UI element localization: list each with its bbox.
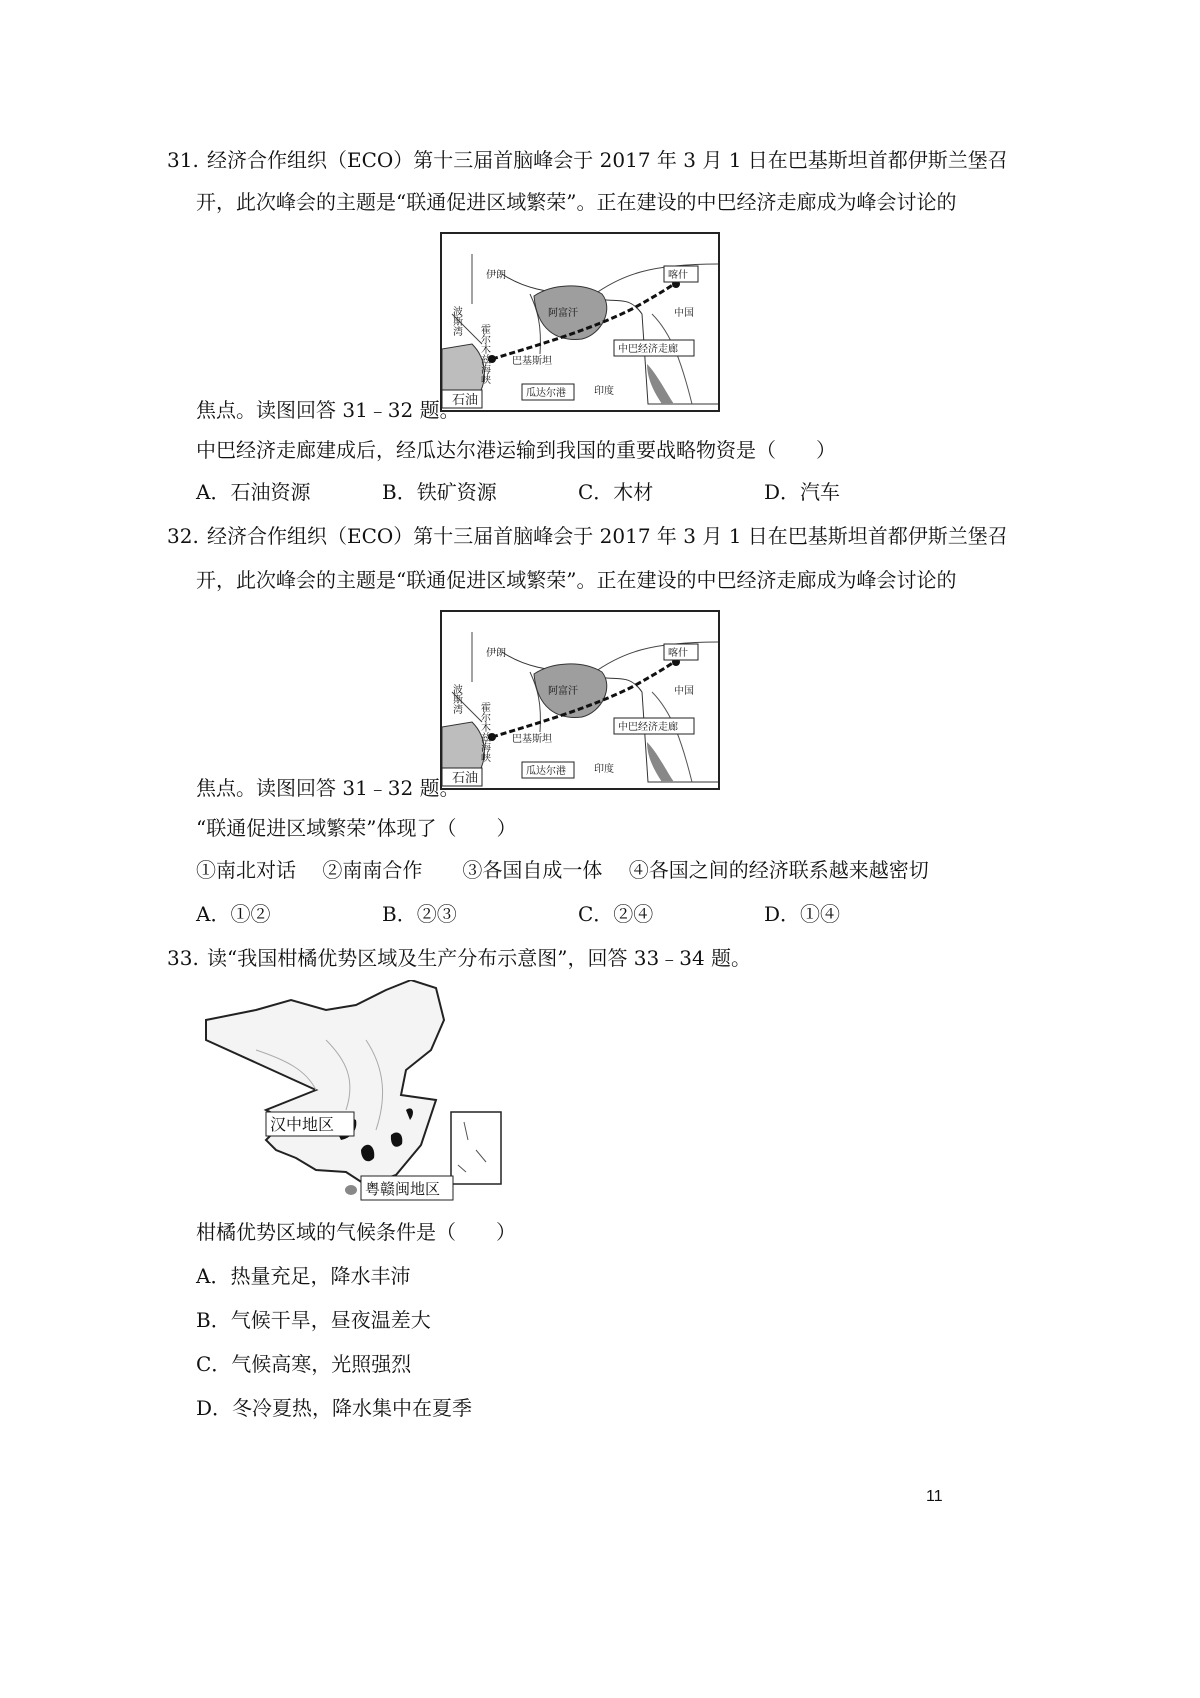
map2-oil-label: 石油 bbox=[452, 771, 479, 786]
q32-option-b: B．②③ bbox=[382, 902, 457, 926]
map1-oil-label: 石油 bbox=[452, 393, 479, 408]
map1-gulf-label: 波斯湾 bbox=[450, 306, 462, 336]
corridor-map-1 bbox=[440, 232, 720, 412]
map1-india-label: 印度 bbox=[594, 386, 614, 397]
map2-hormuz-label: 霍尔木兹海峡 bbox=[478, 702, 490, 762]
map2-kashgar-label: 喀什 bbox=[668, 648, 688, 659]
q31-stem-line3: 焦点。读图回答 31﹣32 题。 bbox=[196, 398, 460, 422]
q32-stem-line3: 焦点。读图回答 31﹣32 题。 bbox=[196, 776, 460, 800]
map2-gwadar-label: 瓜达尔港 bbox=[526, 766, 566, 777]
q33-number: 33. bbox=[167, 946, 199, 970]
map1-kashgar-label: 喀什 bbox=[668, 270, 688, 281]
q31-question: 中巴经济走廊建成后，经瓜达尔港运输到我国的重要战略物资是（ ） bbox=[196, 438, 836, 462]
q31-number: 31. bbox=[167, 148, 199, 172]
q33-intro: 读“我国柑橘优势区域及生产分布示意图”，回答 33﹣34 题。 bbox=[207, 946, 752, 970]
map1-gwadar-label: 瓜达尔港 bbox=[526, 388, 566, 399]
map1-corridor-label: 中巴经济走廊 bbox=[618, 344, 678, 355]
map2-iran-label: 伊朗 bbox=[486, 648, 506, 659]
page-number: 11 bbox=[926, 1488, 943, 1505]
q33-option-b: B．气候干旱，昼夜温差大 bbox=[196, 1308, 431, 1332]
q32-question: “联通促进区域繁荣”体现了（ ） bbox=[196, 816, 517, 840]
q31-stem-line2: 开，此次峰会的主题是“联通促进区域繁荣”。正在建设的中巴经济走廊成为峰会讨论的 bbox=[196, 190, 957, 214]
q31-option-a: A．石油资源 bbox=[196, 480, 311, 504]
q32-stem-line2: 开，此次峰会的主题是“联通促进区域繁荣”。正在建设的中巴经济走廊成为峰会讨论的 bbox=[196, 568, 957, 592]
q32-option-d: D．①④ bbox=[764, 902, 841, 926]
q31-option-d: D．汽车 bbox=[764, 480, 841, 504]
q32-stem-line1: 经济合作组织（ECO）第十三届首脑峰会于 2017 年 3 月 1 日在巴基斯坦首都伊斯兰堡召 bbox=[207, 524, 1008, 548]
q32-statements: ①南北对话 ②南南合作 ③各国自成一体 ④各国之间的经济联系越来越密切 bbox=[196, 858, 929, 882]
map-hanzhong-label: 汉中地区 bbox=[270, 1115, 335, 1134]
q33-question: 柑橘优势区域的气候条件是（ ） bbox=[196, 1220, 516, 1244]
q32-option-c: C．②④ bbox=[578, 902, 654, 926]
map1-iran-label: 伊朗 bbox=[486, 270, 506, 281]
map2-china-label: 中国 bbox=[674, 686, 694, 697]
q32-number: 32. bbox=[167, 524, 199, 548]
map-yuegan-label: 粤赣闽地区 bbox=[365, 1180, 441, 1198]
map2-india-label: 印度 bbox=[594, 764, 614, 775]
q32-option-a: A．①② bbox=[196, 902, 271, 926]
q31-option-c: C．木材 bbox=[578, 480, 654, 504]
q33-option-d: D．冬冷夏热，降水集中在夏季 bbox=[196, 1396, 473, 1420]
corridor-map-2 bbox=[440, 610, 720, 790]
q31-stem-line1: 经济合作组织（ECO）第十三届首脑峰会于 2017 年 3 月 1 日在巴基斯坦首都伊斯兰堡召 bbox=[207, 148, 1008, 172]
map1-afghanistan-label: 阿富汗 bbox=[548, 308, 578, 319]
map2-afghanistan-label: 阿富汗 bbox=[548, 686, 578, 697]
citrus-map bbox=[196, 980, 516, 1202]
q33-option-c: C．气候高寒，光照强烈 bbox=[196, 1352, 412, 1376]
map1-pakistan-label: 巴基斯坦 bbox=[512, 356, 552, 367]
map2-corridor-label: 中巴经济走廊 bbox=[618, 722, 678, 733]
map2-pakistan-label: 巴基斯坦 bbox=[512, 734, 552, 745]
map2-gulf-label: 波斯湾 bbox=[450, 684, 462, 714]
q33-option-a: A．热量充足，降水丰沛 bbox=[196, 1264, 411, 1288]
map1-hormuz-label: 霍尔木兹海峡 bbox=[478, 324, 490, 384]
q31-option-b: B．铁矿资源 bbox=[382, 480, 497, 504]
map1-china-label: 中国 bbox=[674, 308, 694, 319]
